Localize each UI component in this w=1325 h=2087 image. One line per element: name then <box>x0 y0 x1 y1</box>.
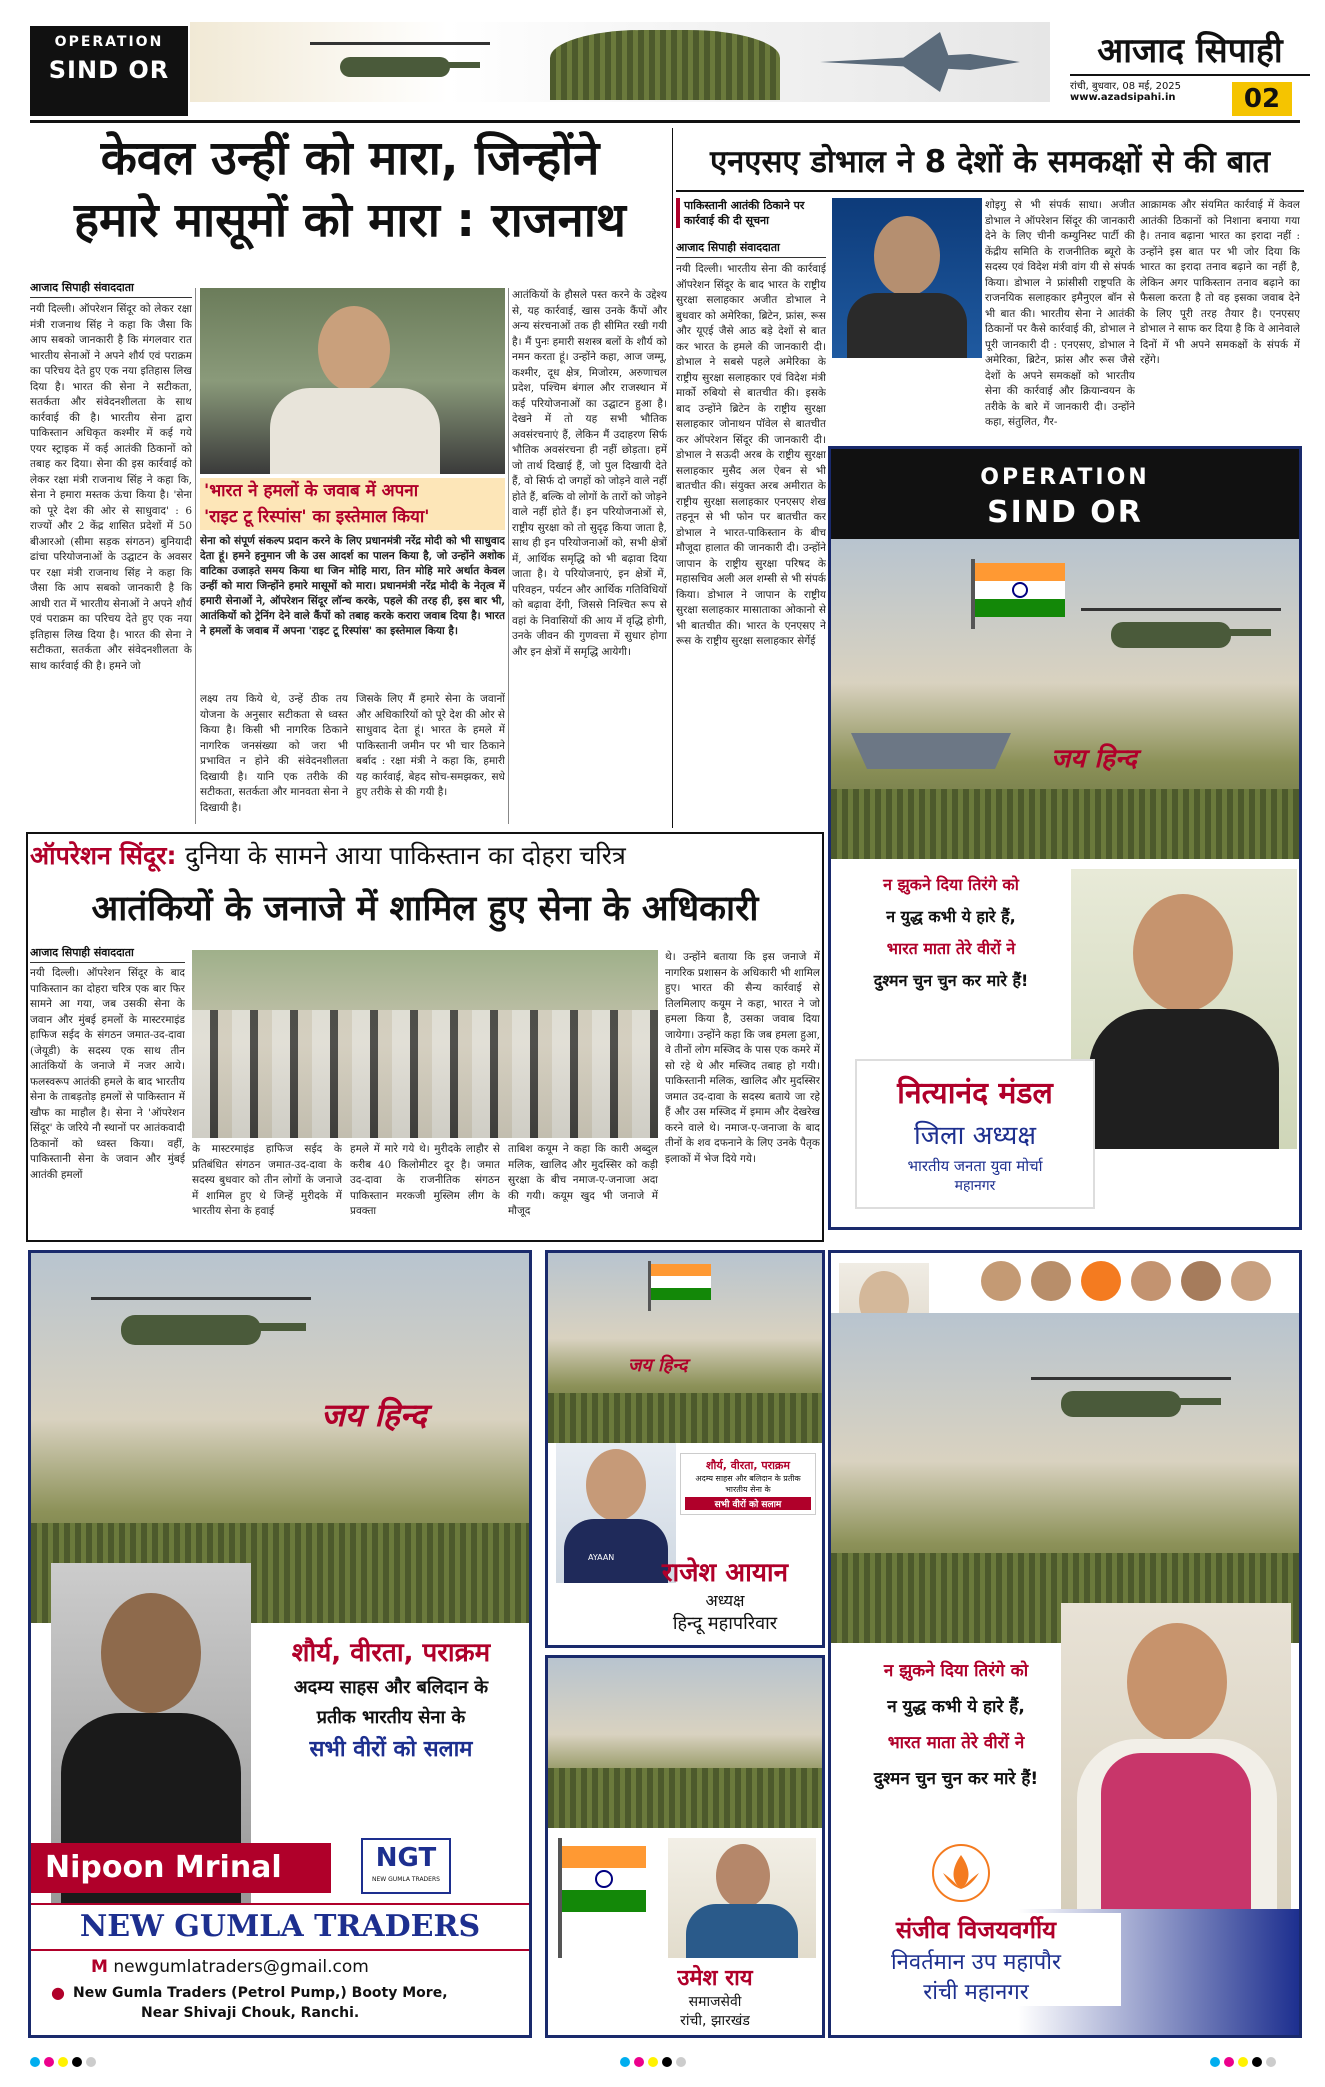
masthead-banner-image <box>190 22 1050 102</box>
slogan-line1: न झुकने दिया तिरंगे को <box>883 1661 1029 1681</box>
slogan-line4: दुश्मन चुन चुन कर मारे हैं! <box>873 1769 1039 1789</box>
story1-headline-line2: हमारे मासूमों को मारा : राजनाथ <box>74 193 626 248</box>
story3-headline: आतंकियों के जनाजे में शामिल हुए सेना के अधिकारी <box>91 889 759 929</box>
fighter-jet-icon <box>820 32 1020 92</box>
portrait-body-icon <box>847 293 967 358</box>
story1-column3: जिसके लिए मैं हमारे सेना के जवानों और अधिकारियों को पूरे देश की ओर से साधुवाद देता हूं। भारत के हमले में पाकिस्तानी जमीन पर भी चार ठिकाने बर्बाद : रक्षा मंत्री ने कहा कि, हमारी यह कार्रवाई, बेहद सोच-समझकर, सधे हुए तरीके से की गयी है। <box>356 693 505 798</box>
helicopter-icon <box>1081 594 1281 664</box>
portrait-body-icon <box>1089 1009 1279 1149</box>
story1-pull-quote <box>200 478 505 710</box>
ad-operation-text: OPERATION <box>980 465 1150 490</box>
registration-marks-center <box>620 2052 690 2071</box>
ad-person-designation: अध्यक्ष <box>705 1591 745 1610</box>
ad-umesh-rai <box>545 1655 825 2038</box>
ad-name-text <box>831 1913 1121 2006</box>
ad-name-block <box>548 1962 822 2030</box>
pull-quote-text: सेना को संपूर्ण संकल्प प्रदान करने के लिए प्रधानमंत्री नरेंद्र मोदी को भी साधुवाद देता हूं। हमने हनुमान जी के उस आदर्श का पालन किया है, जो उन्होंने अशोक वाटिका उजाड़ते समय किया था जिन मोहि मारा, तिन मोहि मारे अर्थात केवल उन्हीं को मारा जिन्होंने हमारे मासूमों को मारा। प्रधानमंत्री नरेंद्र मोदी के नेतृत्व में हमारी सेनाओं ने, ऑपरेशन सिंदूर लॉन्च करके, पहले की तरह ही, इस बार भी, आतंकियों को ट्रेनिंग देने वाले कैंपों को तबाह करके करारा जवाब दिया है। भारत ने हमलों के जवाब में अपना 'राइट टू रिस्पांस' का इस्तेमाल किया है। <box>200 535 505 637</box>
masthead-website: www.azadsipahi.in <box>1070 92 1176 103</box>
story2-rule <box>676 190 1304 192</box>
section-divider <box>672 128 673 828</box>
slogan-line2: न युद्ध कभी ये हारे हैं, <box>886 907 1016 926</box>
registration-marks-left <box>30 2052 100 2071</box>
ad-person-name: Nipoon Mrinal <box>31 1843 331 1893</box>
story1-column4: आतंकियों के हौसले पस्त करने के उद्देश्य से, यह कार्रवाई, खास उनके कैंपों और अन्य संरचनाओं तक ही सीमित रखी गयी है। मैं पुनः हमारी सशस्त्र बलों के शौर्य को नमन करता हूं। उन्होंने कहा, आज जम्मू, कश्मीर, दूध क्षेत्र, मिजोरम, अरुणाचल प्रदेश, पश्चिम बंगाल और राजस्थान में कई परियोजनाओं का उद्घाटन हुआ है। देखने में तो यह सभी भौतिक अवसंरचनाएं हैं, लेकिन मैं उदाहरण सिर्फ भौतिक अवसंरचना ही नहीं छोड़ता। हमें जो तार्थ दिखाई हैं, जो पुल दिखायी देते हैं, वो सिर्फ दो जगहों को जोड़ने वाले नहीं होते हैं, बल्कि वो लोगों के तारों को जोड़ने वाले नहीं होते हैं। इन परियोजनाओं से, राष्ट्रीय सुरक्षा को तो सुदृढ़ किया जाता है, साथ ही इन परियोजनाओं को, सभी क्षेत्रों में, आर्थिक समृद्धि को भी बढ़ावा दिया जाता है। ये परियोजनाएं, इन क्षेत्रों में, परिवहन, पर्यटन और आर्थिक गतिविधियों को बढ़ावा देंगी, जिससे निश्चित रूप से वहां के निवासियों की आय में वृद्धि होगी, उनके जीवन की गुणवत्ता में सुधार होगा और इन क्षेत्रों में समृद्धि आयेगी। <box>512 289 667 658</box>
indian-flag-icon <box>648 1261 718 1311</box>
pull-quote-title-1: 'भारत ने हमलों के जवाब में अपना <box>200 478 505 504</box>
ngt-logo-subtext: NEW GUMLA TRADERS <box>372 1876 440 1883</box>
leader-photo <box>1031 1261 1071 1301</box>
location-pin-icon: ● <box>51 1983 65 2002</box>
slogan-line2: न युद्ध कभी ये हारे हैं, <box>887 1697 1025 1717</box>
slogan-line4: दुश्मन चुन चुन कर मारे हैं! <box>873 971 1029 990</box>
story1-byline: आजाद सिपाही संवाददाता <box>30 280 192 298</box>
ad-army-scene-image <box>831 539 1299 859</box>
story3-box-border <box>26 832 824 1242</box>
ad-army-scene-image <box>831 1313 1299 1643</box>
story3-column4: ताबिश कयूम ने कहा कि कारी अब्दुल मलिक, खालिद और मुदस्सिर को कड़ी सुरक्षा के बीच नमाज-ए-जनाजा अदा की गयी। कयूम खुद भी जनाजे में मौजूद <box>508 1143 658 1217</box>
ad-company-name: NEW GUMLA TRADERS <box>31 1903 529 1951</box>
slogan-line1: शौर्य, वीरता, पराक्रम <box>706 1459 790 1472</box>
ad-jai-hind: जय हिन्द <box>1051 744 1137 774</box>
bjp-lotus-icon <box>931 1843 991 1903</box>
page-number: 02 <box>1232 82 1292 116</box>
slogan-line3: सभी वीरों को सलाम <box>685 1497 811 1510</box>
story2-byline: आजाद सिपाही संवाददाता <box>676 240 826 258</box>
helicopter-icon <box>1031 1363 1231 1433</box>
ad-slogan-block <box>841 1653 1071 1797</box>
ad-org-line1: भारतीय जनता युवा मोर्चा <box>907 1157 1043 1175</box>
ad-person-city: रांची महानगर <box>831 1976 1121 2006</box>
story2-kicker: पाकिस्तानी आतंकी ठिकाने पर कार्रवाई की दी सूचना <box>676 198 826 228</box>
ad-jai-hind: जय हिन्द <box>628 1355 688 1376</box>
leader-photo <box>1131 1261 1171 1301</box>
story3-column1: नयी दिल्ली। ऑपरेशन सिंदूर के बाद पाकिस्तान का दोहरा चरित्र एक बार फिर सामने आ गया, जब उसकी सेना के जवान और मुंबई हमलों के मास्टरमाइंड हाफिज सईद के संगठन जमात-उद-दावा (जेयूडी) के सदस्य एक साथ तीन आतंकियों के जनाजे में नजर आये। फलस्वरूप आतंकी हमले के बाद भारतीय सेना के ताबड़तोड़ हमलों से पाकिस्तान में खौफ का माहौल है। सेना ने 'ऑपरेशन सिंदूर' के जरिये नौ स्थानों पर आतंकवादी ठिकानों को ध्वस्त किया। वहीं, पाकिस्तानी सेना के जवान और मुंबई आतंकी हमलों <box>30 967 185 1181</box>
story2-column1: नयी दिल्ली। भारतीय सेना की कार्रवाई ऑपरेशन सिंदूर के बाद भारत के राष्ट्रीय सुरक्षा सलाहकार अजीत डोभाल ने बुधवार को अमेरिका, ब्रिटेन, फ्रांस, रूस और यूएई जैसे आठ बड़े देशों से बात कर भारत के हमले की जानकारी दी। डोभाल ने सबसे पहले अमेरिका के राष्ट्रीय सुरक्षा सलाहकार एवं विदेश मंत्री मार्को रुबियो से बातचीत की। इसके बाद उन्होंने ब्रिटेन के राष्ट्रीय सुरक्षा सलाहकार जोनाथन पॉवेल से बातचीत कर ऑपरेशन सिंदूर की जानकारी दी। डोभाल ने सऊदी अरब के राष्ट्रीय सुरक्षा सलाहकार मुसैद अल ऐबन से भी बातचीत की। संयुक्त अरब अमीरात के राष्ट्रीय सुरक्षा सलाहकार एनएसए शेख तहनून से भी फोन पर बातचीत कर डोभाल ने भारत-पाकिस्तान के बीच मौजूदा हालात की जानकारी दी। उन्होंने जापान के राष्ट्रीय सुरक्षा परिषद के महासचिव अली अल शम्सी से भी संपर्क किया। डोभाल ने जापान के राष्ट्रीय सुरक्षा सलाहकार मासाताका ओकानो से भी बातचीत की। भारत के एनएसए ने रूस के राष्ट्रीय सुरक्षा सलाहकार सेर्गेई <box>676 263 826 647</box>
story3-byline: आजाद सिपाही संवाददाता <box>30 945 185 963</box>
story3-column5: थे। उन्होंने बताया कि इस जनाजे में नागरिक प्रशासन के अधिकारी भी शामिल हुए। भारत की सैन्य कार्रवाई से तिलमिलाए कयूम ने कहा, भारत ने जो हमला किया है, उसका जवाब दिया जायेगा। उन्होंने कहा कि जब हमला हुआ, वे तीनों लोग मस्जिद के पास एक कमरे में सो रहे थे और मस्जिद तबाह हो गयी। पाकिस्तानी मलिक, खालिद और मुदस्सिर जमात उद-दावा के सदस्य बताये जा रहे हैं और उस मस्जिद में इमाम और देखरेख करने वाले थे। नमाज-ए-जनाजा के बाद तीनों के शव दफनाने के लिए उनके पैतृक इलाकों में भेज दिये गये। <box>665 951 820 1165</box>
masthead-bottom-rule <box>30 120 1300 123</box>
slogan-line1: शौर्य, वीरता, पराक्रम <box>291 1638 491 1668</box>
story2-column3: आक्रामक और संयमित कार्रवाई में केवल आतंकी ठिकानों को निशाना बनाया गया है। तनाव बढ़ाना भारत का इरादा नहीं : उन्होंने इस बात पर भी जोर दिया कि भारत का इरादा तनाव बढ़ाने का नहीं है, लेकिन अगर पाकिस्तान तनाव बढ़ाने का फैसला करता है तो वह इसका जवाब देने के लिए पूरी तरह तैयार है। एनएसए डोभाल ने साफ कर दिया है कि वे आनेवाले दिनों में भी अपने समकक्षों के संपर्क में रहेंगे। <box>1140 199 1300 366</box>
portrait-head-icon <box>1127 1623 1227 1741</box>
ad-email: newgumlatraders@gmail.com <box>113 1957 369 1977</box>
rajnath-singh-photo <box>200 288 505 474</box>
portrait-body-icon <box>270 388 440 474</box>
ad-slogan-box <box>680 1453 816 1515</box>
masthead-rule <box>1070 74 1310 76</box>
slogan-line3: प्रतीक भारतीय सेना के <box>316 1707 466 1728</box>
portrait-head-icon <box>1133 894 1233 1012</box>
helicopter-icon <box>310 32 490 92</box>
portrait-head-icon <box>716 1844 770 1908</box>
portrait-head-icon <box>586 1449 646 1521</box>
ad-army-scene-image <box>548 1253 822 1443</box>
ad-person-name: उमेश राय <box>677 1966 753 1991</box>
helicopter-icon <box>91 1283 311 1363</box>
operation-sindoor-logo <box>30 26 188 116</box>
ad-org-line2: महानगर <box>954 1178 996 1194</box>
ad-slogan-block <box>256 1633 526 1767</box>
mail-icon: M <box>91 1957 108 1977</box>
story3-column2: के मास्टरमाइंड हाफिज सईद के प्रतिबंधित संगठन जमात-उद-दावा के सदस्य बुधवार को तीन लोगों के जनाजे में शामिल हुए थे जिन्हें मुरीदके में भारतीय सेना के हवाई <box>192 1143 342 1217</box>
ad-address-row <box>51 1983 521 2023</box>
story2-headline: एनएसए डोभाल ने 8 देशों के समकक्षों से की बात <box>709 144 1271 180</box>
shirt-text: AYAAN <box>588 1553 615 1562</box>
ad-name-block <box>548 1553 822 1635</box>
ajit-doval-photo <box>832 198 982 358</box>
slogan-line1: न झुकने दिया तिरंगे को <box>883 875 1019 894</box>
story2-column2: शोइगु से भी संपर्क साधा। अजीत डोभाल ने ऑपरेशन सिंदूर की जानकारी देने के लिए चीनी कम्युनिस्ट पार्टी की केंद्रीय समिति के राजनीतिक ब्यूरो के सदस्य एवं विदेश मंत्री वांग यी से संपर्क किया। डोभाल ने फ्रांसीसी राष्ट्रपति के राजनयिक सलाहकार इमैनुएल बॉन से भी बात की। भारतीय सेना ने आतंकी ठिकानों पर कैसे कार्रवाई की, डोभाल ने पूरी जानकारी दी : एनएसए, डोभाल ने अमेरिका, ब्रिटेन, फ्रांस और रूस जैसे देशों के अपने समकक्षों को भारतीय सेना की कार्रवाई और क्रियान्वयन के तरीके के बारे में जानकारी दी। उन्होंने कहा, संतुलित, गैर- <box>985 199 1135 428</box>
paper-name: आजाद सिपाही <box>1097 31 1283 71</box>
sanjeev-vijayvargiya-photo <box>1061 1603 1291 1943</box>
soldiers-formation-image <box>548 1393 822 1443</box>
soldiers-formation-image <box>831 789 1299 859</box>
leader-photo <box>1181 1261 1221 1301</box>
ad-person-name: संजीव विजयवर्गीय <box>831 1913 1121 1946</box>
portrait-head-icon <box>101 1593 201 1713</box>
ad-sindoor-text: SIND OR <box>987 495 1143 530</box>
story1-headline <box>30 128 670 252</box>
ad-rajesh-aayan <box>545 1250 825 1648</box>
story1-column2: लक्ष्य तय किये थे, उन्हें ठीक तय योजना के अनुसार सटीकता से ध्वस्त किया है। किसी भी नागरिक ठिकाने नागरिक जनसंख्या को जरा भी प्रभावित न होने की संवेदनशीलता दिखायी है। यानि एक तरीके की सटीकता, सतर्कता और मानवता सेना ने दिखायी है। <box>200 693 348 814</box>
ad-person-place: रांची, झारखंड <box>680 2013 750 2029</box>
registration-marks-right <box>1210 2052 1280 2071</box>
column-divider <box>508 288 509 824</box>
ad-person-name: राजेश आयान <box>661 1558 789 1588</box>
ad-person-name: नित्यानंद मंडल <box>897 1076 1053 1111</box>
portrait-body-icon <box>686 1904 798 1958</box>
story3-column3: हमले में मारे गये थे। मुरीदके लाहौर से करीब 40 किलोमीटर दूर है। जमात उद-दावा के राजनीतिक संगठन पाकिस्तान मरकजी मुस्लिम लीग के प्रवक्ता <box>350 1143 500 1217</box>
soldiers-formation-image <box>548 1768 822 1828</box>
leader-photo <box>981 1261 1021 1301</box>
portrait-head-icon <box>318 306 390 392</box>
logo-operation-text: OPERATION <box>54 34 164 50</box>
pull-quote-title-2: 'राइट टू रिस्पांस' का इस्तेमाल किया' <box>200 504 505 530</box>
ngt-logo-text: NGT <box>375 1843 437 1873</box>
ad-sanjeev-vijayvargiya <box>828 1250 1302 2038</box>
masthead-date: रांची, बुधवार, 08 मई, 2025 <box>1070 81 1182 92</box>
ad-person-designation: समाजसेवी <box>688 1994 742 2010</box>
ad-person-designation: निवर्तमान उप महापौर <box>831 1946 1121 1976</box>
ngt-logo <box>361 1838 451 1894</box>
ad-person-designation: जिला अध्यक्ष <box>913 1121 1036 1151</box>
slogan-line4: सभी वीरों को सलाम <box>309 1737 473 1762</box>
bjp-lotus-icon <box>1081 1261 1121 1301</box>
story1-headline-line1: केवल उन्हीं को मारा, जिन्होंने <box>100 131 600 186</box>
ad-address-line1: New Gumla Traders (Petrol Pump,) Booty More, <box>73 1985 448 2001</box>
column-divider <box>195 288 196 824</box>
ad-address-line2: Near Shivaji Chouk, Ranchi. <box>141 2005 360 2021</box>
portrait-head-icon <box>874 216 940 296</box>
ad-nityanand-mandal <box>828 446 1302 1230</box>
ad-nipoon-mrinal <box>28 1250 532 2038</box>
slogan-line3: भारत माता तेरे वीरों ने <box>887 1733 1025 1753</box>
soldiers-formation-image <box>550 30 780 100</box>
masthead <box>0 0 1325 118</box>
leader-photo <box>1231 1261 1271 1301</box>
ad-slogan-block <box>841 869 1061 997</box>
story3-kicker-label: ऑपरेशन सिंदूर: <box>30 841 177 870</box>
ad-person-org: हिन्दू महापरिवार <box>672 1613 778 1634</box>
indian-flag-icon <box>971 559 1071 629</box>
logo-sindoor-text: SIND OR <box>48 56 170 84</box>
story2-column2-lower <box>832 362 982 442</box>
story1-column1: नयी दिल्ली। ऑपरेशन सिंदूर को लेकर रक्षा मंत्री राजनाथ सिंह ने कहा कि जैसा कि आप सबको जानकारी है कि मंगलवार रात भारतीय सेनाओं ने अपने शौर्य एवं पराक्रम का परिचय देते हुए एक नया इतिहास लिख दिया है। भारत की सेना ने सटीकता, सतर्कता और संवेदनशीलता के साथ कार्रवाई की है। भारतीय सेना द्वारा पाकिस्तान अधिकृत कश्मीर में कई गये एयर स्ट्राइक में कई आतंकी ठिकानों को तबाह कर दिया। सेना की इस कार्रवाई को लेकर रक्षा मंत्री राजनाथ सिंह ने कहा कि, सेना ने हमारा मस्तक ऊंचा किया है। 'सेना को पूरे देश की ओर से साधुवाद' : 6 राज्यों और 2 केंद्र शासित प्रदेशों में 50 बीआरओ (सीमा सड़क संगठन) बुनियादी ढांचा परियोजनाओं के उद्घाटन के अवसर पर रक्षा मंत्री राजनाथ सिंह ने कहा कि जैसा कि आप सबको जानकारी है कि आधी रात में भारतीय सेनाओं ने अपने शौर्य एवं पराक्रम का परिचय देते हुए एक नया इतिहास लिख दिया है। भारत की सेना ने सटीकता, सतर्कता और संवेदनशीलता के साथ कार्रवाई की है। हमने जो <box>30 303 192 672</box>
umesh-rai-photo <box>668 1838 816 1958</box>
story3-kicker-text: दुनिया के सामने आया पाकिस्तान का दोहरा चरित्र <box>185 841 626 870</box>
warship-image <box>851 679 1011 769</box>
ad-army-scene-image <box>548 1658 822 1828</box>
ad-name-box <box>855 1059 1095 1209</box>
slogan-line2: अदम्य साहस और बलिदान के प्रतीक भारतीय सेना के <box>695 1474 801 1494</box>
slogan-line2: अदम्य साहस और बलिदान के <box>293 1677 489 1698</box>
indian-flag-icon <box>558 1838 658 1958</box>
slogan-line3: भारत माता तेरे वीरों ने <box>886 939 1016 958</box>
ad-email-row <box>91 1957 491 1977</box>
nityanand-mandal-photo <box>1071 869 1297 1149</box>
ad-jai-hind: जय हिन्द <box>321 1396 427 1434</box>
